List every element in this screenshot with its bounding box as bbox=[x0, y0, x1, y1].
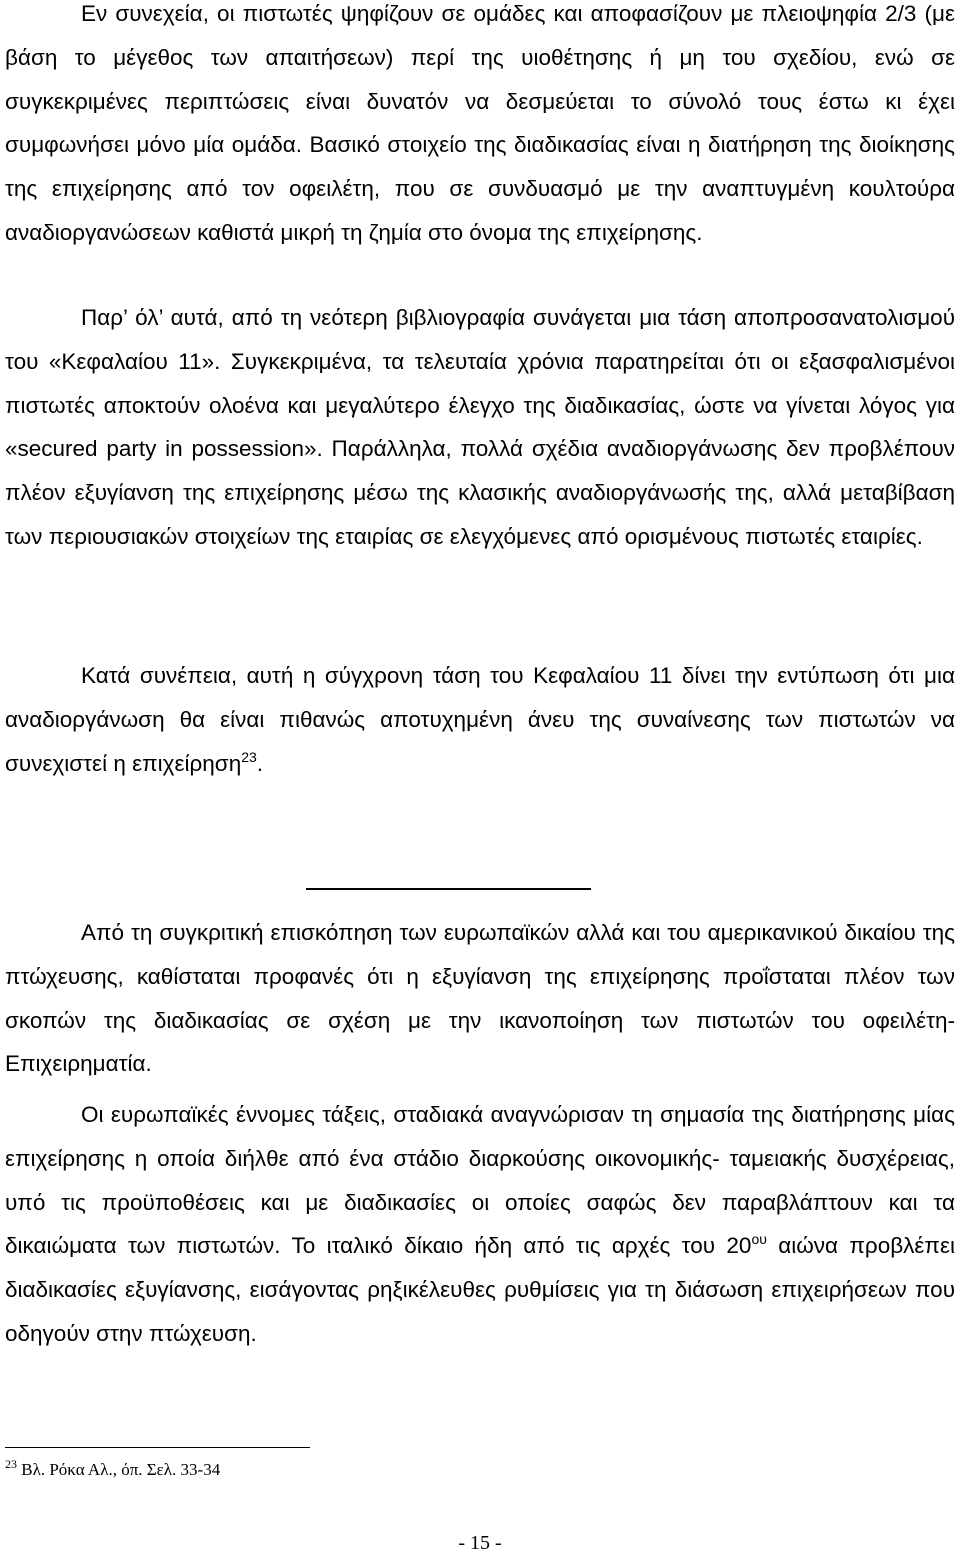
footnote-text: Βλ. Ρόκα Αλ., όπ. Σελ. 33-34 bbox=[17, 1460, 221, 1479]
paragraph-3-end: . bbox=[256, 750, 264, 776]
paragraph-4 bbox=[5, 911, 955, 1086]
paragraph-3 bbox=[5, 654, 955, 785]
footnote-rule bbox=[5, 1447, 310, 1448]
paragraph-4-text: Από τη συγκριτική επισκόπηση των ευρωπαϊκών αλλά και του αμερικανικού δικαίου της πτώχευσης, καθίσταται προφανές ότι η εξυγίανση της επιχείρησης προΐσταται πλέον των σκοπών της διαδικασίας σε σχέση με την ικανοποίηση των πιστωτών του οφειλέτη- Επιχειρηματία. bbox=[5, 920, 955, 1077]
paragraph-1-text: Εν συνεχεία, οι πιστωτές ψηφίζουν σε ομάδες και αποφασίζουν με πλειοψηφία 2/3 (με βάση το μέγεθος των απαιτήσεων) περί της υιοθέτησης ή μη του σχεδίου, ενώ σε συγκεκριμένες περιπτώσεις είναι δυνατόν να δεσμεύεται το σύνολό τους έστω κι έχει συμφωνήσει μόνο μία ομάδα. Βασικό στοιχείο της διαδικασίας είναι η διατήρηση της διοίκησης της επιχείρησης από τον οφειλέτη, που σε συνδυασμό με την αναπτυγμένη κουλτούρα αναδιοργανώσεων καθιστά μικρή τη ζημία στο όνομα της επιχείρησης. bbox=[5, 1, 955, 245]
paragraph-2-text: Παρ’ όλ’ αυτά, από τη νεότερη βιβλιογραφία συνάγεται μια τάση αποπροσανατολισμού του «Κεφαλαίου 11». Συγκεκριμένα, τα τελευταία χρόνια παρατηρείται ότι οι εξασφαλισμένοι πιστωτές αποκτούν ολοένα και μεγαλύτερο έλεγχο της διαδικασίας, ώστε να γίνεται λόγος για «secured party in possession». Παράλληλα, πολλά σχέδια αναδιοργάνωσης δεν προβλέπουν πλέον εξυγίανση της επιχείρησης μέσω της κλασικής αναδιοργάνωσής της, αλλά μεταβίβαση των περιουσιακών στοιχείων της εταιρίας σε ελεγχόμενες από ορισμένους πιστωτές εταιρίες. bbox=[5, 305, 955, 549]
section-separator bbox=[306, 888, 591, 890]
paragraph-2 bbox=[5, 296, 955, 559]
footnote-number: 23 bbox=[5, 1457, 17, 1471]
paragraph-5-text-b: αιώνα προβλέπει διαδικασίες εξυγίανσης, εισάγοντας ρηξικέλευθες ρυθμίσεις για τη διάσωση επιχειρήσεων που οδηγούν στην πτώχευση. bbox=[5, 1233, 955, 1346]
paragraph-3-text: Κατά συνέπεια, αυτή η σύγχρονη τάση του Κεφαλαίου 11 δίνει την εντύπωση ότι μια αναδιοργάνωση θα είναι πιθανώς αποτυχημένη άνευ της συναίνεσης των πιστωτών να συνεχιστεί η επιχείρηση bbox=[5, 663, 955, 776]
paragraph-5-text-a: Οι ευρωπαϊκές έννομες τάξεις, σταδιακά αναγνώρισαν τη σημασία της διατήρησης μίας επιχείρησης η οποία διήλθε από ένα στάδιο διαρκούσης οικονομικής- ταμειακής δυσχέρειας, υπό τις προϋποθέσεις και με διαδικασίες οι οποίες σαφώς δεν παραβλάπτουν και τα δικαιώματα των πιστωτών. Το ιταλικό δίκαιο ήδη από τις αρχές του 20 bbox=[5, 1102, 955, 1259]
page-number: - 15 - bbox=[458, 1532, 502, 1554]
century-superscript: ου bbox=[751, 1231, 767, 1248]
footnote bbox=[5, 1458, 220, 1482]
paragraph-5 bbox=[5, 1093, 955, 1356]
footnote-reference[interactable]: 23 bbox=[241, 748, 257, 765]
paragraph-1 bbox=[5, 0, 955, 255]
